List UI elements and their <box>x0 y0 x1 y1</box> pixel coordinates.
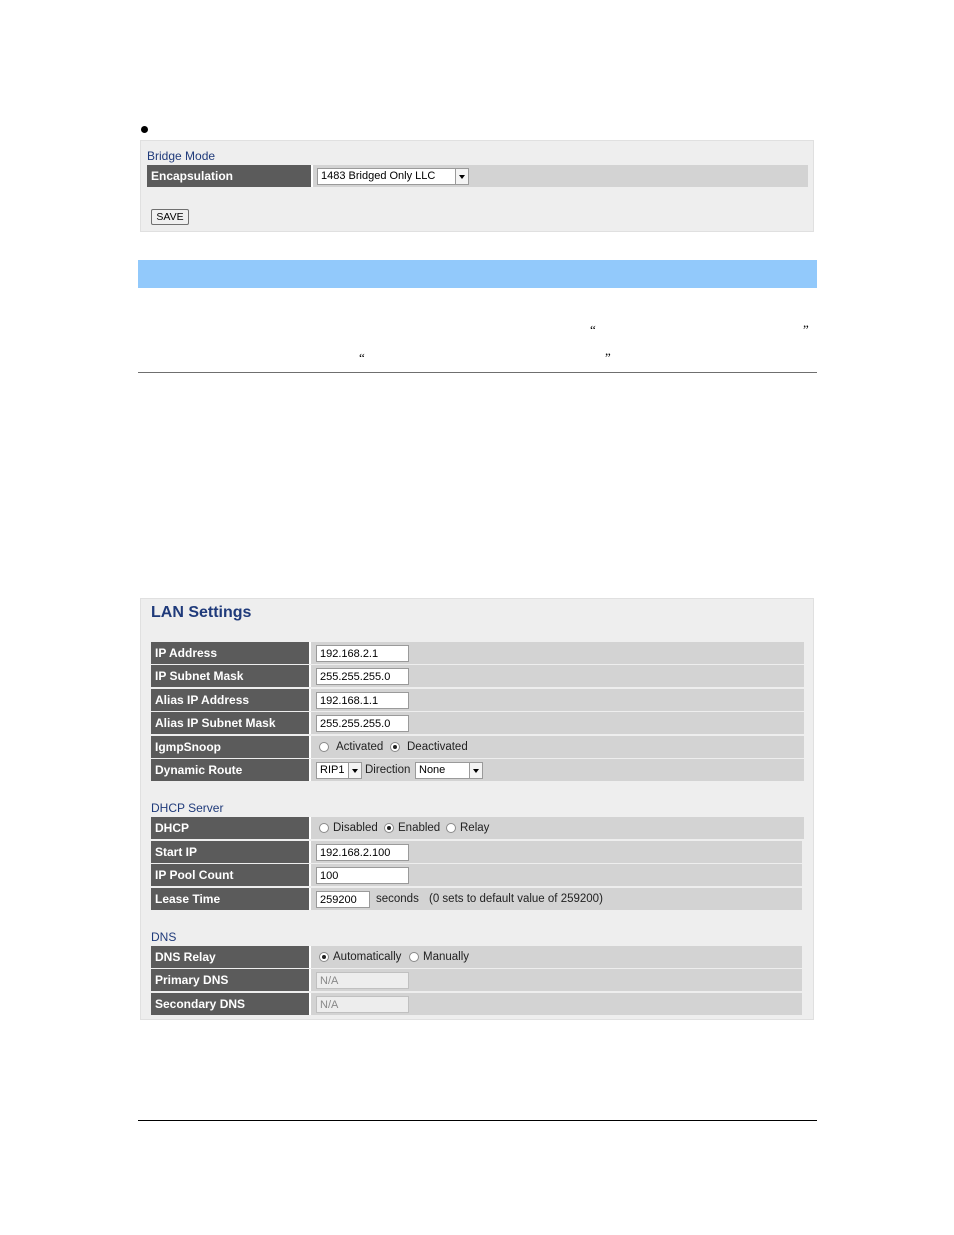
rip-select[interactable] <box>316 762 362 779</box>
igmp-row <box>151 736 804 758</box>
chevron-down-icon <box>455 169 468 184</box>
alias-mask-row <box>151 712 804 734</box>
ip-address-row <box>151 642 804 664</box>
dns-manual-label: Manually <box>423 951 470 963</box>
dhcp-disabled-label: Disabled <box>333 822 378 834</box>
ip-address-input[interactable] <box>316 645 409 662</box>
chevron-down-icon <box>469 763 482 778</box>
lan-settings-panel <box>140 598 814 1020</box>
pool-count-label: IP Pool Count <box>151 864 311 886</box>
dhcp-enabled-radio[interactable] <box>384 823 394 833</box>
ip-address-label: IP Address <box>151 642 311 664</box>
bullet-point <box>141 126 148 133</box>
igmp-deactivated-radio[interactable] <box>390 742 400 752</box>
dns-relay-row <box>151 946 802 968</box>
alias-ip-label: Alias IP Address <box>151 689 311 711</box>
dns-auto-label: Automatically <box>333 951 402 963</box>
chevron-down-icon <box>348 763 361 778</box>
dns-title: DNS <box>151 930 177 944</box>
igmp-activated-label: Activated <box>336 741 384 753</box>
secondary-dns-row <box>151 993 802 1015</box>
igmp-deactivated-label: Deactivated <box>407 741 468 753</box>
alias-ip-input[interactable] <box>316 692 409 709</box>
encapsulation-row <box>147 165 808 187</box>
save-button[interactable]: SAVE <box>151 209 189 225</box>
primary-dns-label: Primary DNS <box>151 969 311 991</box>
lease-time-row <box>151 888 802 910</box>
open-quote: “ <box>590 322 596 337</box>
primary-dns-input <box>316 972 409 989</box>
alias-mask-label: Alias IP Subnet Mask <box>151 712 311 734</box>
encapsulation-value: 1483 Bridged Only LLC <box>321 170 436 182</box>
dns-manual-radio[interactable] <box>409 952 419 962</box>
secondary-dns-input <box>316 996 409 1013</box>
dns-auto-radio[interactable] <box>319 952 329 962</box>
open-quote: “ <box>359 350 365 365</box>
divider <box>138 372 817 373</box>
dhcp-relay-label: Relay <box>460 822 490 834</box>
lease-time-unit: seconds <box>376 893 419 905</box>
dns-relay-label: DNS Relay <box>151 946 311 968</box>
direction-label: Direction <box>365 764 411 776</box>
igmp-label: IgmpSnoop <box>151 736 311 758</box>
subnet-mask-row <box>151 665 804 687</box>
footer-divider <box>138 1120 817 1121</box>
lease-time-hint: (0 sets to default value of 259200) <box>429 893 603 905</box>
secondary-dns-label: Secondary DNS <box>151 993 311 1015</box>
dhcp-row <box>151 817 804 839</box>
lan-settings-title: LAN Settings <box>151 604 252 621</box>
dhcp-server-title: DHCP Server <box>151 801 224 815</box>
rip-value: RIP1 <box>320 764 345 776</box>
start-ip-row <box>151 841 802 863</box>
pool-count-input[interactable] <box>316 867 409 884</box>
dynamic-route-label: Dynamic Route <box>151 759 311 781</box>
bridge-mode-title: Bridge Mode <box>147 149 216 163</box>
start-ip-label: Start IP <box>151 841 311 863</box>
dhcp-label: DHCP <box>151 817 311 839</box>
alias-ip-row <box>151 689 804 711</box>
lease-time-input[interactable] <box>316 891 370 908</box>
bridge-mode-panel <box>140 140 814 232</box>
close-quote: ” <box>605 350 611 365</box>
direction-select[interactable] <box>415 762 483 779</box>
section-banner <box>138 260 817 288</box>
lease-time-label: Lease Time <box>151 888 311 910</box>
dhcp-enabled-label: Enabled <box>398 822 441 834</box>
encapsulation-label: Encapsulation <box>147 165 313 187</box>
igmp-activated-radio[interactable] <box>319 742 329 752</box>
close-quote: ” <box>803 322 809 337</box>
dhcp-relay-radio[interactable] <box>446 823 456 833</box>
subnet-mask-label: IP Subnet Mask <box>151 665 311 687</box>
start-ip-input[interactable] <box>316 844 409 861</box>
dhcp-disabled-radio[interactable] <box>319 823 329 833</box>
alias-mask-input[interactable] <box>316 715 409 732</box>
pool-count-row <box>151 864 802 886</box>
encapsulation-select[interactable] <box>317 168 469 185</box>
dynamic-route-row <box>151 759 804 781</box>
primary-dns-row <box>151 969 802 991</box>
direction-value: None <box>419 764 446 776</box>
subnet-mask-input[interactable] <box>316 668 409 685</box>
